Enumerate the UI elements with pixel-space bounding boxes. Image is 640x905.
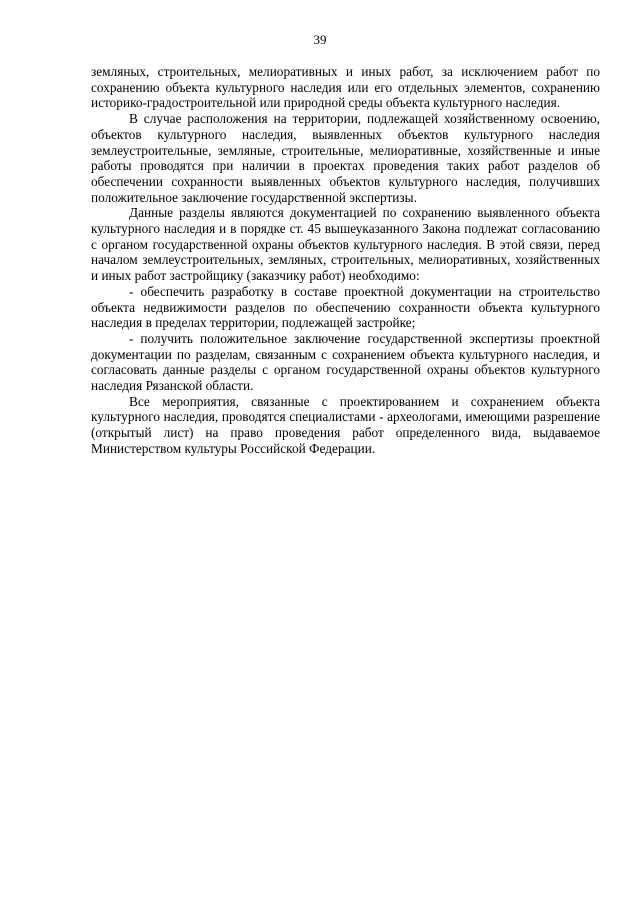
paragraph-2: В случае расположения на территории, подлежащей хозяйственному освоению, объектов культурного наследия, выявленных объектов культурного наследия землеустроительные, земляные, строительные, мелиоративные, хозяйственные и иные работы проводятся при наличии в проектах проведения таких работ разделов об обеспечении сохранности выявленных объектов культурного наследия, получивших положительное заключение государственной экспертизы. xyxy=(91,111,600,205)
paragraph-3: Данные разделы являются документацией по сохранению выявленного объекта культурного наследия и в порядке ст. 45 вышеуказанного Закона подлежат согласованию с органом государственной охраны объектов культурного наследия. В этой связи, перед началом землеустроительных, земляных, строительных, мелиоративных, хозяйственных и иных работ застройщику (заказчику работ) необходимо: xyxy=(91,205,600,284)
body-text xyxy=(91,64,600,457)
paragraph-1: земляных, строительных, мелиоративных и иных работ, за исключением работ по сохранению объекта культурного наследия или его отдельных элементов, сохранению историко-градостроительной или природной среды объекта культурного наследия. xyxy=(91,64,600,111)
paragraph-4: Все мероприятия, связанные с проектированием и сохранением объекта культурного наследия, проводятся специалистами - археологами, имеющими разрешение (открытый лист) на право проведения работ определенного вида, выдаваемое Министерством культуры Российской Федерации. xyxy=(91,393,600,456)
list-item-2: - получить положительное заключение государственной экспертизы проектной документации по разделам, связанным с сохранением объекта культурного наследия, и согласовать данные разделы с органом государственной охраны объектов культурного наследия Рязанской области. xyxy=(91,330,600,394)
page-number: 39 xyxy=(313,32,327,47)
list-item-1: - обеспечить разработку в составе проектной документации на строительство объекта недвижимости разделов по обеспечению сохранности объекта культурного наследия в пределах территории, подлежащей застройке; xyxy=(91,283,600,331)
